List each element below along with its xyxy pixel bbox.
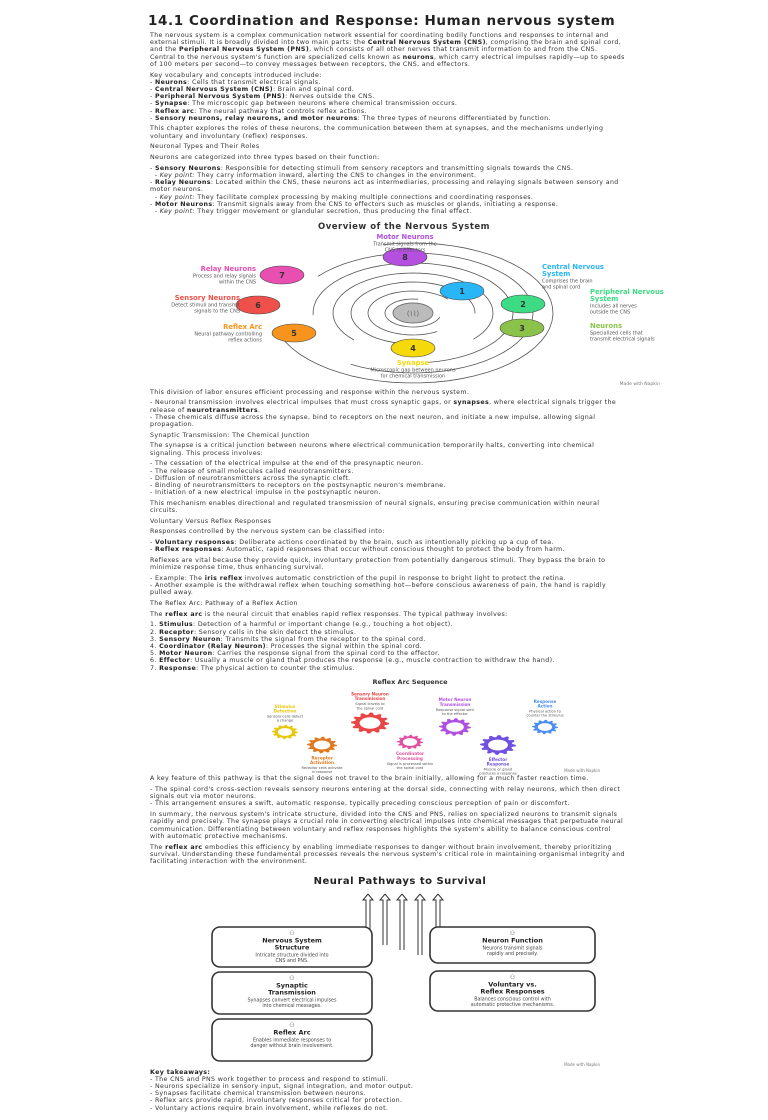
vocab-term: Neurons: [154, 78, 188, 86]
gear-label: Motor Neuron Transmission: [438, 697, 472, 708]
node-number: 8: [402, 252, 408, 262]
synapse-step: - The cessation of the electrical impulse at the end of the presynaptic neuron.: [150, 460, 424, 468]
neuron-type-term: Relay Neurons: [154, 179, 211, 187]
responses-intro: Responses controlled by the nervous system can be classified into:: [150, 528, 385, 536]
synapse-section: [150, 389, 625, 672]
node-number: 6: [255, 300, 261, 310]
pathway-icon: ⚇: [289, 974, 295, 982]
step-term: Sensory Neuron: [159, 635, 221, 643]
transmission-bullets: - Neuronal transmission involves electrical impulses that must cross synaptic gaps, or synapses, where electrical signals trigger the release of neurotransmitters. - These chemicals diffuse across the synapse, bind to receptors on the next neuron, and initiate a new impulse, allowing signal propagation.: [150, 399, 617, 428]
step-number: 7.: [150, 664, 160, 672]
conclusion-paragraph: The reflex arc embodies this efficiency by enabling immediate responses to danger without brain involvement, thereby prioritizing survival. Understanding these fundamental processes reveals the nervous system's critical role in maintaining organismal integrity and facilitating interaction with the environment.: [150, 843, 625, 865]
pathway-title: Synaptic Transmission: [268, 981, 316, 997]
takeaway-item: - Synapses facilitate chemical transmission between neurons.: [150, 1090, 366, 1098]
pathway-title: Neuron Function: [482, 936, 543, 945]
step-definition: : Usually a muscle or gland that produces the response (e.g., muscle contraction to withdraw the hand).: [190, 657, 555, 665]
division-paragraph: This division of labor ensures efficient processing and response within the nervous system.: [150, 388, 470, 396]
key-point-label: Key point:: [159, 207, 195, 215]
step-term: Response: [159, 664, 197, 672]
synapse-steps: [150, 460, 625, 496]
node-label: Neurons: [590, 321, 623, 330]
step-term: Receptor: [159, 628, 194, 636]
responses-list: - Voluntary responses: Deliberate actions coordinated by the brain, such as intentionally picking up a cup of tea. - Reflex responses: Automatic, rapid responses that occur without conscious thought to protect the body from harm.: [150, 539, 565, 554]
overview-node-8: [372, 233, 436, 266]
step-term: Coordinator (Relay Neuron): [159, 643, 266, 651]
key-feature-paragraph: A key feature of this pathway is that the signal does not travel to the brain initially, allowing for a much faster reaction time.: [150, 775, 589, 783]
key-point-label: Key point:: [159, 193, 195, 201]
arrow-icon: [415, 894, 425, 955]
node-number: 1: [459, 286, 465, 296]
step-definition: : Carries the response signal from the spinal cord to the effector.: [212, 650, 440, 658]
arc-steps: [150, 621, 625, 671]
section-heading: The Reflex Arc: Pathway of a Reflex Action: [150, 600, 298, 608]
gear-step: [526, 699, 563, 734]
node-description: Transmit signals from the CNS to effectors: [373, 241, 437, 253]
vocab-definition: : The three types of neurons differentiated by function.: [357, 114, 551, 122]
overview-title: Overview of the Nervous System: [317, 221, 491, 232]
node-label: Central Nervous System: [542, 262, 604, 278]
pathways-title: Neural Pathways to Survival: [313, 875, 487, 887]
gear-label: Coordinator Processing: [395, 751, 425, 762]
step-number: 5.: [150, 650, 160, 658]
key-point-text: They carry information inward, alerting the CNS to changes in the environment.: [194, 171, 477, 179]
gear-step: [302, 737, 344, 774]
arrow-icon: [397, 894, 407, 950]
node-number: 3: [519, 323, 525, 333]
pathway-description: Synapses convert electrical impulses into chemical messages.: [247, 998, 337, 1009]
step-definition: : Processes the signal within the spinal cord.: [265, 643, 422, 651]
synapse-step: - Initiation of a new electrical impulse in the postsynaptic neuron.: [150, 489, 381, 497]
neuron-type-term: Motor Neurons: [154, 200, 213, 208]
pathway-box: [430, 971, 595, 1011]
neuron-type-definition: : Responsible for detecting stimuli from sensory receptors and transmitting signals towards the CNS.: [220, 164, 574, 172]
neural-pathways-diagram: [0, 869, 768, 1069]
gear-step: [351, 692, 389, 734]
pathway-icon: ⚇: [289, 929, 295, 937]
node-description: Microscopic gap between neurons for chemical transmission: [370, 367, 456, 379]
step-term: Stimulus: [159, 621, 193, 629]
reflex-arc-sequence-diagram: [0, 675, 768, 775]
gear-label: Effector Response: [486, 757, 510, 767]
chapter-paragraph: This chapter explores the roles of these neurons, the communication between them at synapses, and the mechanisms underlying voluntary and involuntary (reflex) responses.: [150, 125, 604, 140]
overview-credit: Made with Napkin: [619, 381, 660, 387]
overview-node-4: [370, 339, 456, 379]
overview-diagram: [0, 219, 768, 389]
section-heading: Synaptic Transmission: The Chemical Junction: [150, 431, 310, 439]
pathway-description: Intricate structure divided into CNS and PNS.: [255, 953, 329, 964]
step-number: 3.: [150, 635, 160, 643]
pathways-credit: Made with Napkin: [564, 1061, 600, 1067]
neuron-type-term: Sensory Neurons: [154, 164, 221, 172]
key-point-text: They facilitate complex processing by making multiple connections and coordinating responses.: [194, 193, 534, 201]
gear-description: Signal is processed within the spinal cord: [386, 762, 434, 771]
pathway-box: [430, 927, 595, 963]
document-page: [148, 0, 664, 1120]
vocab-definition: : Cells that transmit electrical signals.: [187, 78, 321, 86]
gear-label: Sensory Neuron Transmission: [351, 691, 389, 702]
gear-step: [387, 735, 434, 770]
neuron-type-definition: : Transmit signals away from the CNS to effectors such as muscles or glands, initiating a response.: [212, 200, 559, 208]
pathway-title: Voluntary vs. Reflex Responses: [480, 980, 545, 996]
vocab-definition: : Nerves outside the CNS.: [285, 93, 375, 101]
step-number: 2.: [150, 628, 160, 636]
vocab-term: Synapse: [154, 100, 188, 108]
reflex-vital-paragraph: Reflexes are vital because they provide quick, involuntary protection from potentially dangerous stimuli. They bypass the brain to minimize response time, thus enhancing survival.: [150, 557, 606, 572]
pathway-box: [212, 1019, 372, 1061]
node-description: Detect stimuli and transmit signals to the CNS: [171, 302, 240, 314]
gear-description: Physical action to counter the stimulus: [526, 709, 564, 719]
pathway-title: Reflex Arc: [273, 1028, 311, 1037]
page-title: 14.1 Coordination and Response: Human nervous system: [148, 13, 616, 29]
takeaway-item: - Voluntary actions require brain involvement, while reflexes do not.: [150, 1104, 389, 1112]
node-description: Comprises the brain and spinal cord: [542, 278, 593, 290]
vocab-definition: : The neural pathway that controls reflex actions.: [194, 107, 367, 115]
vocab-term: Peripheral Nervous System (PNS): [154, 93, 286, 101]
intro-paragraph: The nervous system is a complex communication network essential for coordinating bodily functions and responses to internal and external stimuli. It is broadly divided into two main parts: the Central Nervous System (CNS), comprising the brain and spinal cord, and the Peripheral Nervous System (PNS), which consists of all other nerves that transmit information to and from the CNS. Central to the nervous system's function are specialized cells known as neurons, which carry electrical impulses rapidly—up to speeds of 100 meters per second—to convey messages between receptors, the CNS, and effectors.: [150, 32, 625, 68]
sequence-credit: Made with Napkin: [564, 768, 600, 774]
sequence-title: Reflex Arc Sequence: [372, 678, 448, 687]
node-label: Peripheral Nervous System: [590, 287, 664, 303]
node-description: Specialized cells that transmit electrical signals: [590, 330, 655, 342]
neuron-type-definition: : Located within the CNS, these neurons act as intermediaries, processing and relaying signals between sensory and motor neurons.: [150, 179, 619, 194]
key-point-label: Key point:: [159, 171, 195, 179]
node-label: Reflex Arc: [223, 322, 262, 331]
step-definition: : Sensory cells in the skin detect the stimulus.: [193, 628, 357, 636]
node-description: Process and relay signals within the CNS: [193, 273, 256, 285]
node-number: 4: [410, 343, 416, 353]
vocab-definition: : The microscopic gap between neurons where chemical transmission occurs.: [187, 100, 458, 108]
overview-node-7: [193, 265, 304, 285]
synapse-step: - Binding of neurotransmitters to receptors on the postsynaptic neuron's membrane.: [150, 481, 446, 489]
node-label: Relay Neurons: [200, 264, 256, 273]
vocab-term: Sensory neurons, relay neurons, and motor neurons: [154, 114, 358, 122]
pathway-box: [212, 927, 372, 967]
gear-step: [267, 704, 304, 739]
gear-label: Receptor Activation: [309, 755, 335, 766]
node-description: Neural pathway controlling reflex actions: [194, 331, 262, 343]
key-point-text: They trigger movement or glandular secretion, thus producing the final effect.: [194, 207, 472, 215]
step-number: 1.: [150, 621, 160, 629]
node-label: Synapse: [396, 358, 430, 367]
node-label: Sensory Neurons: [174, 293, 240, 302]
node-label: Motor Neurons: [376, 232, 434, 241]
gear-label: Stimulus Detection: [273, 704, 297, 714]
step-definition: : Detection of a harmful or important change (e.g., touching a hot object).: [193, 621, 453, 629]
summary-paragraph: In summary, the nervous system's intricate structure, divided into the CNS and PNS, relies on specialized neurons to transmit signals rapidly and precisely. The synapse plays a crucial role in converting electrical impulses into chemical messages that perpetuate neural communication. Differentiating between voluntary and reflex responses highlights the system's ability to balance conscious control with automatic protective mechanisms.: [150, 811, 624, 840]
pathway-box: [212, 972, 372, 1014]
arc-intro: The reflex arc is the neural circuit that enables rapid reflex responses. The typical pathway involves:: [150, 610, 508, 618]
synapse-step: - The release of small molecules called neurotransmitters.: [150, 467, 354, 475]
overview-node-1: [440, 263, 604, 300]
step-number: 4.: [150, 643, 160, 651]
takeaways-heading: Key takeaways:: [150, 1068, 211, 1076]
step-number: 6.: [150, 657, 160, 665]
section-heading: Neuronal Types and Their Roles: [150, 143, 260, 151]
gear-step: [436, 698, 475, 737]
gear-label: Response Action: [533, 699, 557, 709]
node-description: Includes all nerves outside the CNS: [590, 303, 637, 315]
types-intro: Neurons are categorized into three types based on their function:: [150, 154, 380, 162]
gear-step: [479, 735, 517, 775]
step-definition: : Transmits the signal from the receptor to the spinal cord.: [220, 635, 426, 643]
node-number: 2: [520, 299, 526, 309]
brain-icon: (⌇⌇): [406, 309, 420, 318]
summary-section: [150, 775, 625, 865]
takeaways-section: [150, 1069, 625, 1112]
overview-node-5: [194, 323, 316, 343]
vocab-definition: : Brain and spinal cord.: [272, 85, 355, 93]
overview-node-6: [171, 294, 280, 314]
takeaway-item: - Reflex arcs provide rapid, involuntary responses critical for protection.: [150, 1097, 403, 1105]
intro-section: [150, 32, 625, 215]
step-term: Effector: [159, 657, 191, 665]
pathway-icon: ⚇: [289, 1021, 295, 1029]
summary-bullets: - The spinal cord's cross-section reveals sensory neurons entering at the dorsal side, connecting with relay neurons, which then direct signals out via motor neurons. - This arrangement ensures a swift, automatic response, typically preceding conscious perception of pain or discomfort.: [150, 786, 621, 808]
gear-description: Signal travels to the spinal cord: [355, 702, 385, 711]
pathway-title: Nervous System Structure: [262, 936, 322, 952]
section-heading: Voluntary Versus Reflex Responses: [150, 517, 272, 525]
gear-description: Sensory cells detect a change: [266, 714, 304, 724]
gear-description: Muscle or gland produces a response: [479, 767, 517, 776]
synapse-step: - Diffusion of neurotransmitters across the synaptic cleft.: [150, 474, 351, 482]
overview-node-3: [500, 319, 655, 342]
synapse-intro: The synapse is a critical junction between neurons where electrical communication temporarily halts, converting into chemical signaling. This process involves:: [150, 442, 595, 457]
takeaway-item: - Neurons specialize in sensory input, signal integration, and motor output.: [150, 1083, 414, 1091]
node-number: 5: [291, 328, 297, 338]
takeaway-item: - The CNS and PNS work together to process and respond to stimuli.: [150, 1075, 389, 1083]
pathway-description: Neurons transmit signals rapidly and precisely.: [482, 946, 543, 957]
vocab-term: Reflex arc: [154, 107, 195, 115]
step-definition: : The physical action to counter the stimulus.: [196, 664, 355, 672]
synapse-outro: This mechanism enables directional and regulated transmission of neural signals, ensuring precise communication within neural circuits.: [150, 499, 600, 515]
pathway-icon: ⚇: [509, 973, 516, 981]
step-term: Motor Neuron: [159, 650, 213, 658]
node-number: 7: [279, 270, 285, 280]
neuron-types-list: - Sensory Neurons: Responsible for detecting stimuli from sensory receptors and transmitting signals towards the CNS. - Key point: They carry information inward, alerting the CNS to changes in the environment. - Relay Neurons: Located within the CNS, these neurons act as intermediaries, processing and relaying signals between sensory and motor neurons. - Key point: They facilitate complex processing by making multiple connections and coordinating responses. - Motor Neurons: Transmit signals away from the CNS to effectors such as muscles or glands, initiating a response. - Key point: They trigger movement or glandular secretion, thus producing the final effect.: [150, 164, 619, 215]
pathway-icon: ⚇: [509, 929, 516, 937]
pathway-description: Enables immediate responses to danger without brain involvement.: [250, 1038, 334, 1049]
reflex-examples: - Example: The iris reflex involves automatic constriction of the pupil in response to bright light to protect the retina. - Another example is the withdrawal reflex when touching something hot—before conscious awareness of pain, the hand is rapidly pulled away.: [150, 574, 607, 597]
arrow-icon: [380, 894, 390, 945]
vocab-list: Key vocabulary and concepts introduced include: - Neurons: Cells that transmit electrical signals. - Central Nervous System (CNS): Brain and spinal cord. - Peripheral Nervous System (PNS): Nerves outside the CNS. - Synapse: The microscopic gap between neurons where chemical transmission occurs. - Reflex arc: The neural pathway that controls reflex actions. - Sensory neurons, relay neurons, and motor neurons: The three types of neurons differentiated by function.: [150, 71, 551, 122]
vocab-term: Central Nervous System (CNS): [154, 85, 273, 93]
gear-description: Receptor cells activate in response: [301, 766, 343, 775]
gear-description: Response signal sent to the effector: [436, 708, 474, 717]
pathway-description: Balances conscious control with automatic protective mechanisms.: [470, 997, 555, 1008]
